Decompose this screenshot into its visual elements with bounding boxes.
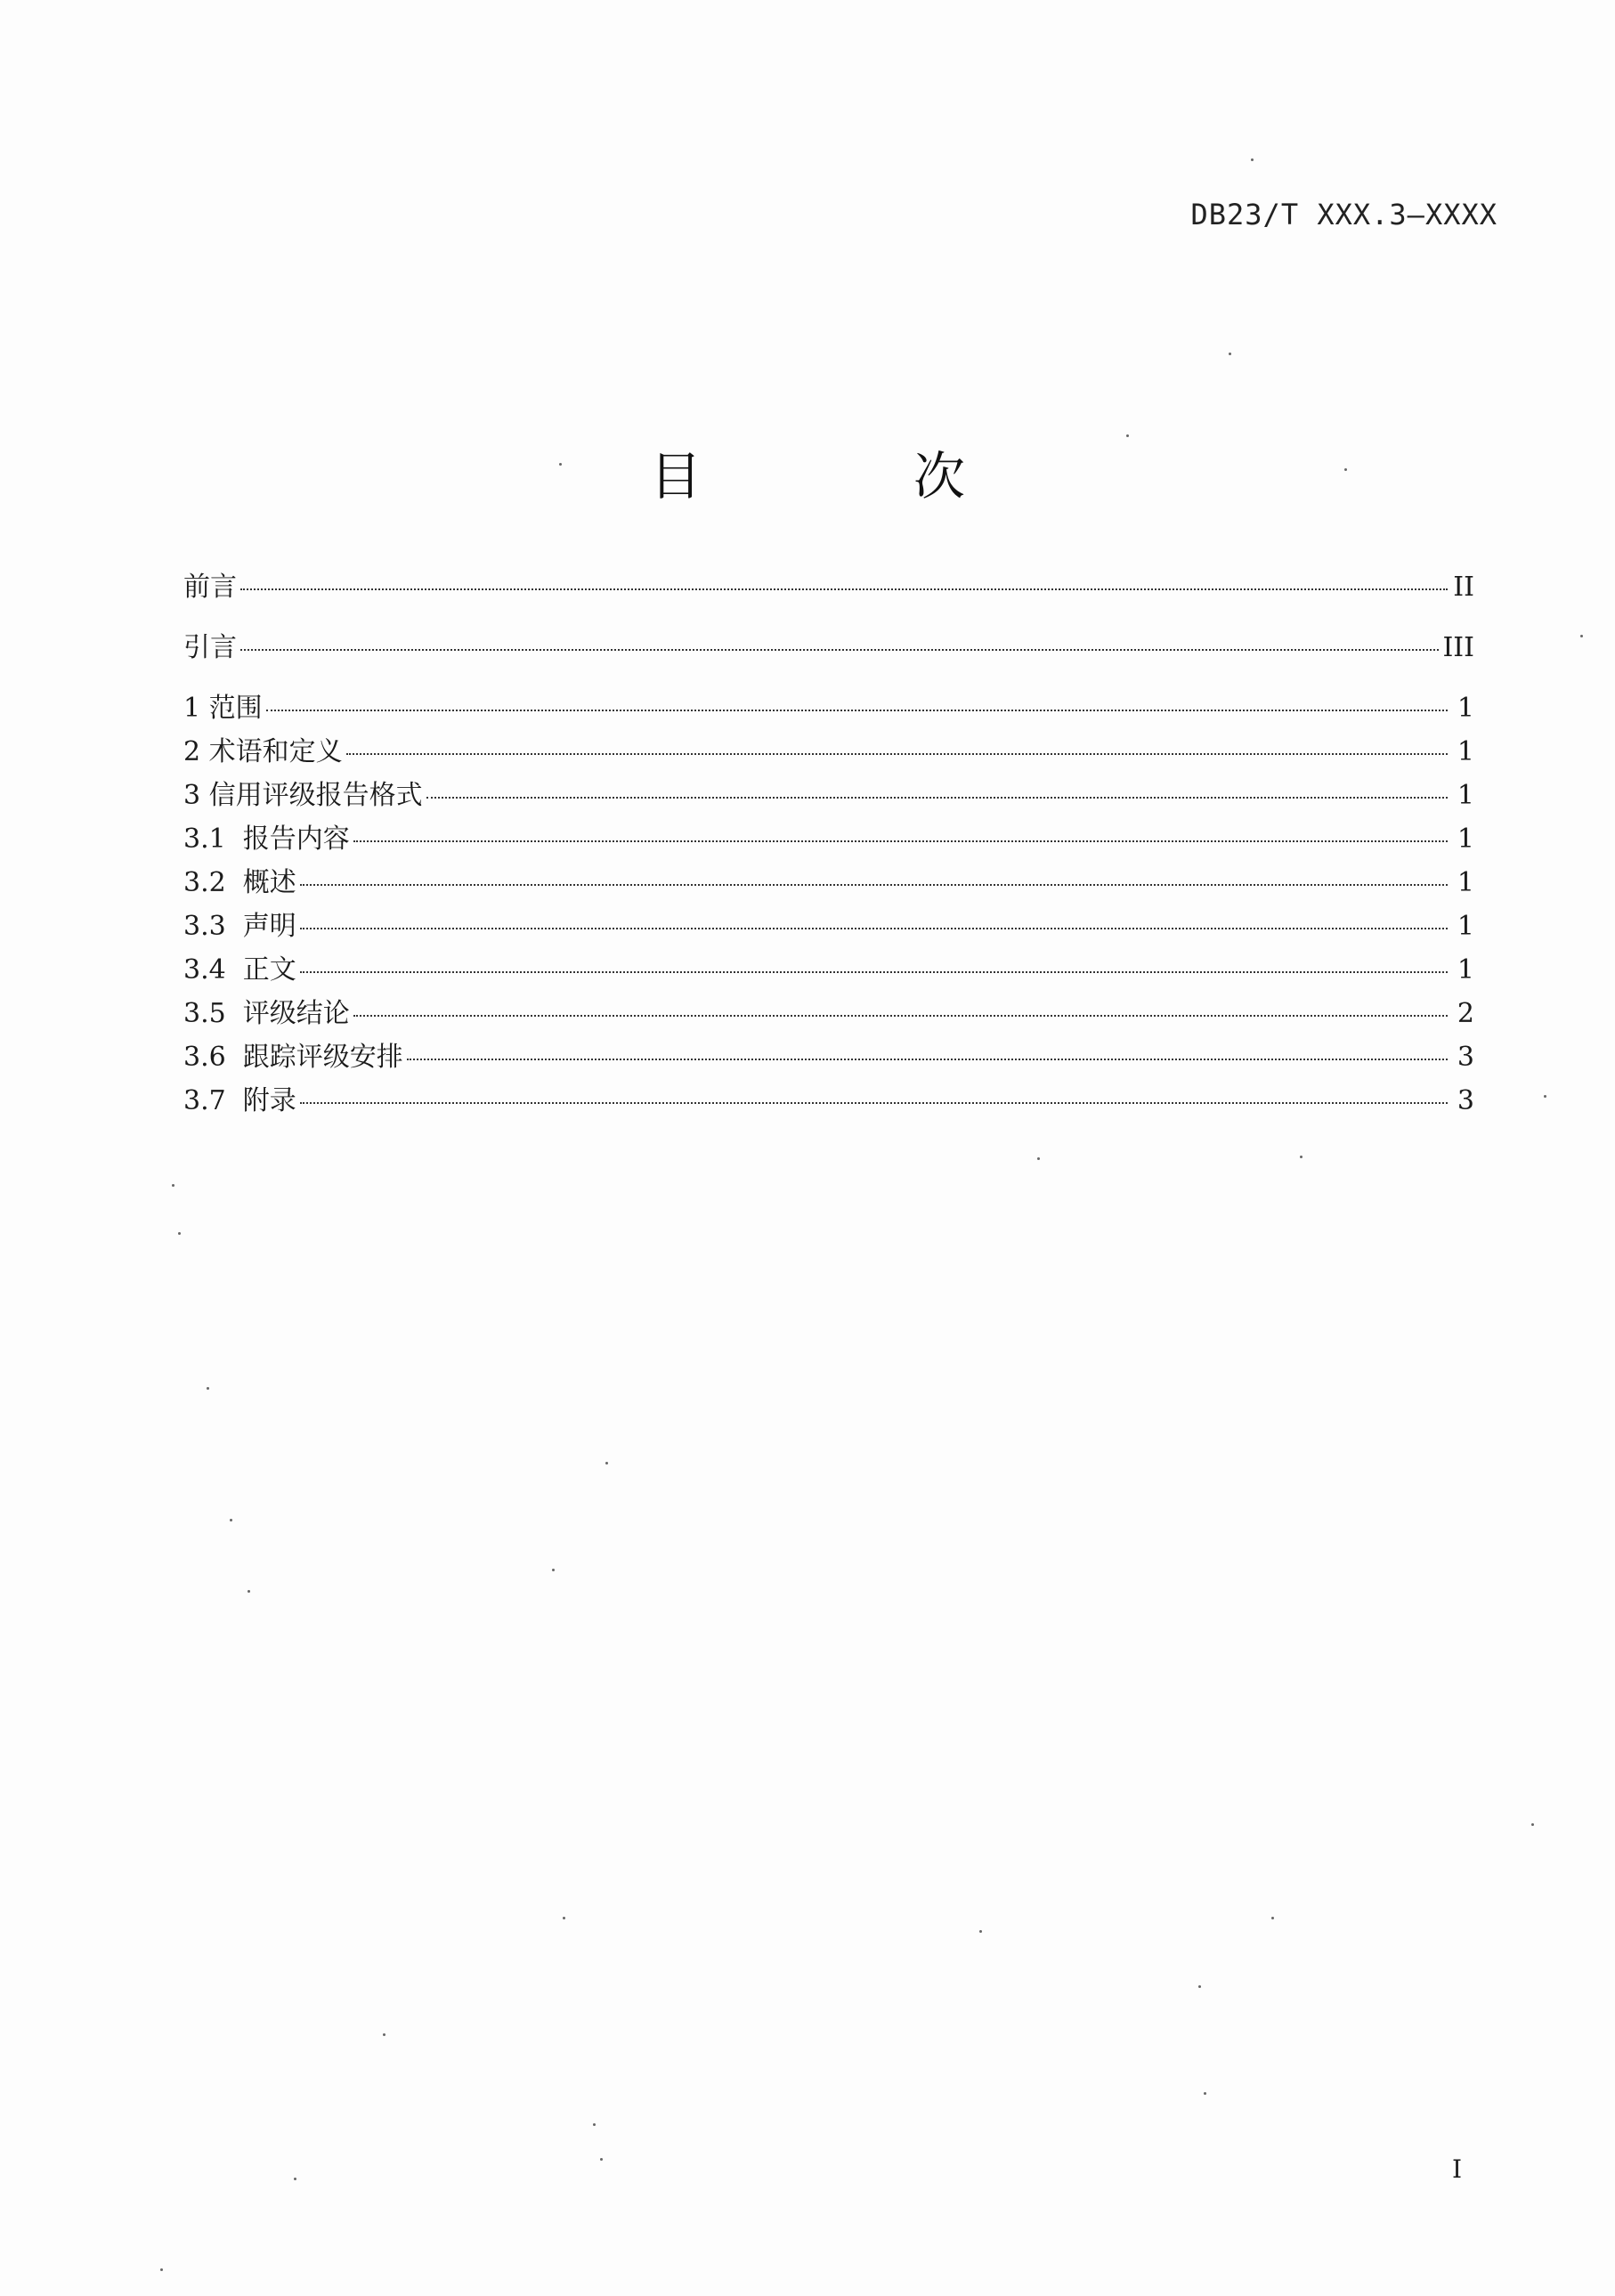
toc-entry-report-format[interactable] [183, 778, 1474, 814]
scan-speck [294, 2178, 296, 2180]
scan-speck [160, 2268, 163, 2271]
scan-speck [230, 1519, 232, 1521]
toc-entry-label: 3.1 报告内容 [183, 823, 350, 855]
dot-leader [300, 928, 1448, 929]
scan-speck [1198, 1985, 1201, 1988]
scan-speck [600, 2158, 603, 2161]
scan-speck [1531, 1823, 1534, 1826]
scan-speck [979, 1930, 982, 1933]
scan-speck [1037, 1157, 1040, 1160]
scan-speck [1204, 2092, 1206, 2095]
toc-entry-overview[interactable] [183, 865, 1474, 901]
scan-speck [559, 463, 562, 466]
toc-title: 目 次 [649, 446, 1045, 507]
scan-speck [207, 1387, 209, 1390]
dot-leader [300, 1102, 1448, 1104]
toc-entry-page: 1 [1457, 954, 1474, 986]
scan-speck [178, 1232, 181, 1235]
toc-entry-label: 前言 [183, 572, 237, 603]
scan-speck [383, 2033, 385, 2036]
toc-entry-label: 1 范围 [183, 693, 263, 724]
dot-leader [240, 588, 1448, 590]
toc-entry-label: 3 信用评级报告格式 [183, 780, 423, 811]
scan-speck [605, 1462, 608, 1464]
dot-leader [240, 649, 1439, 651]
toc-entry-foreword[interactable] [183, 570, 1474, 605]
toc-entry-scope[interactable] [183, 691, 1474, 726]
toc-entry-page: 1 [1457, 911, 1474, 942]
scan-speck [1580, 635, 1583, 637]
document-code: DB23/T XXX.3—XXXX [1190, 198, 1497, 231]
page-number: I [1451, 2154, 1462, 2184]
scan-speck [1344, 468, 1347, 471]
dot-leader [426, 797, 1448, 799]
dot-leader [407, 1059, 1448, 1060]
scan-speck [1251, 158, 1254, 161]
toc-entry-tracking-arrangement[interactable] [183, 1040, 1474, 1075]
toc-entry-label: 3.2 概述 [183, 867, 296, 898]
toc-entry-statement[interactable] [183, 909, 1474, 945]
toc-entry-page: 1 [1457, 867, 1474, 898]
toc-entry-page: 1 [1457, 780, 1474, 811]
scan-speck [1300, 1156, 1303, 1158]
dot-leader [266, 710, 1448, 711]
scan-speck [552, 1569, 555, 1571]
toc-entry-main-text[interactable] [183, 953, 1474, 988]
toc-entry-page: 1 [1457, 693, 1474, 724]
toc-entry-label: 3.5 评级结论 [183, 998, 350, 1029]
toc-entry-label: 3.7 附录 [183, 1085, 296, 1116]
scan-speck [1271, 1917, 1274, 1919]
toc-entry-introduction[interactable] [183, 630, 1474, 666]
dot-leader [300, 971, 1448, 973]
toc-entry-label: 3.6 跟踪评级安排 [183, 1042, 403, 1073]
dot-leader [353, 1015, 1448, 1017]
scan-speck [248, 1590, 250, 1593]
scan-speck [593, 2123, 596, 2126]
toc-entry-label: 3.4 正文 [183, 954, 296, 986]
scan-speck [172, 1184, 174, 1187]
toc-entry-page: 3 [1457, 1042, 1474, 1073]
scan-speck [1229, 353, 1231, 355]
toc-entry-label: 引言 [183, 632, 237, 663]
toc-entry-page: III [1442, 632, 1474, 663]
dot-leader [346, 753, 1448, 755]
dot-leader [353, 840, 1448, 842]
toc-entry-rating-conclusion[interactable] [183, 996, 1474, 1032]
dot-leader [300, 884, 1448, 886]
scan-speck [1126, 434, 1129, 437]
toc-entry-page: 1 [1457, 736, 1474, 767]
toc-entry-page: 3 [1457, 1085, 1474, 1116]
toc-entry-page: II [1453, 572, 1474, 603]
toc-entry-label: 3.3 声明 [183, 911, 296, 942]
toc-entry-terms[interactable] [183, 734, 1474, 770]
toc-entry-page: 1 [1457, 823, 1474, 855]
toc-entry-label: 2 术语和定义 [183, 736, 343, 767]
toc-entry-page: 2 [1457, 998, 1474, 1029]
scan-speck [1544, 1095, 1546, 1098]
toc-entry-report-content[interactable] [183, 822, 1474, 857]
toc-entry-appendix[interactable] [183, 1083, 1474, 1119]
scan-speck [563, 1917, 565, 1919]
